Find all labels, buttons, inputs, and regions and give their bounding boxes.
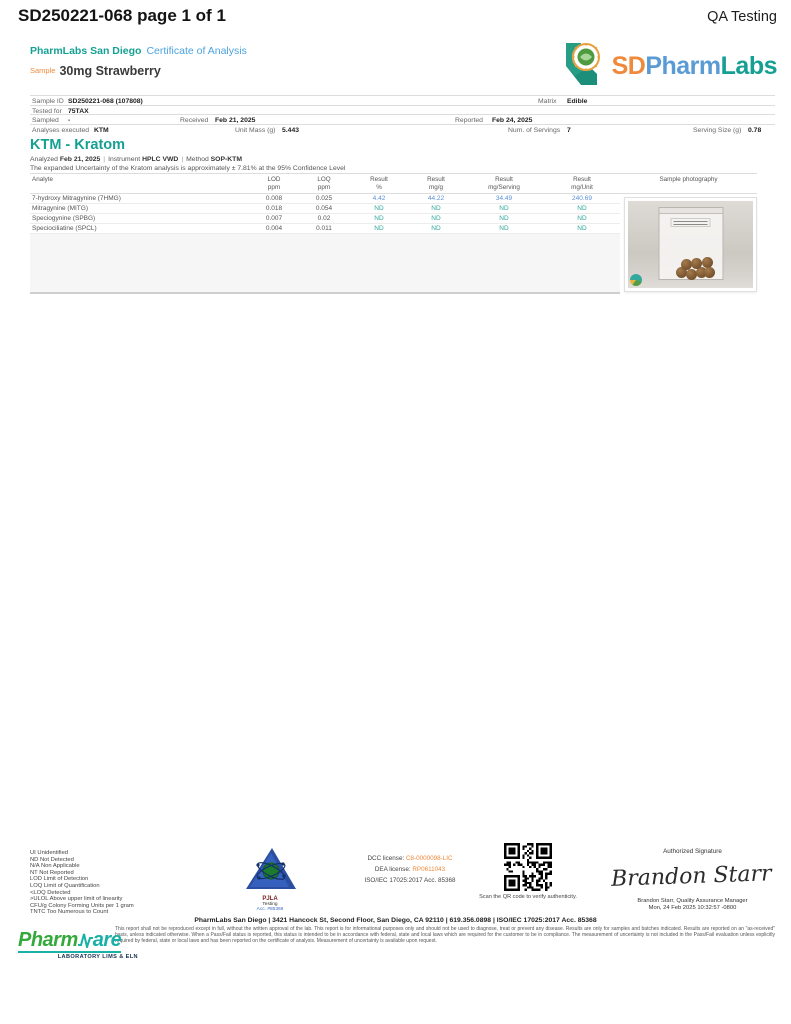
- unit-mass-value: 5.443: [282, 126, 300, 134]
- license-block: [340, 853, 480, 886]
- pharmware-logo: [18, 930, 138, 960]
- result-mg-serving: ND: [499, 215, 509, 223]
- pulse-icon: [78, 932, 93, 948]
- result-mg-g: 44.22: [427, 195, 445, 203]
- received-value: Feb 21, 2025: [215, 117, 256, 125]
- pjla-accreditation: [239, 845, 301, 913]
- column-header: Result mg/Serving: [488, 176, 520, 191]
- analyses-executed-label: Analyses executed: [32, 126, 90, 134]
- qr-code: [504, 843, 552, 891]
- analyzed-label: Analyzed: [30, 156, 58, 163]
- table-row: [30, 194, 620, 204]
- signature-image: [605, 857, 780, 893]
- sdpharmlabs-logo-icon: [563, 40, 609, 93]
- serving-size-label: Serving Size (g): [693, 126, 742, 134]
- sdpharmlabs-logo: [563, 40, 777, 93]
- result-percent: ND: [374, 205, 384, 213]
- abbreviation-legend: [30, 850, 134, 916]
- legend-item: N/A Non Applicable: [30, 863, 80, 870]
- signature-datetime: Mon, 24 Feb 2025 10:32:57 -0800: [648, 905, 737, 911]
- analyte-name: Mitragynine (MITG): [32, 205, 88, 213]
- sample-photo: [628, 201, 753, 288]
- analyte-name: Speciociliatine (SPCL): [32, 225, 97, 233]
- loq-value: 0.02: [317, 215, 331, 223]
- result-percent: ND: [374, 215, 384, 223]
- dea-license-line: [340, 864, 480, 875]
- loq-value: 0.054: [315, 205, 333, 213]
- lod-value: 0.007: [265, 215, 283, 223]
- lod-value: 0.004: [265, 225, 283, 233]
- pharmware-tagline: LABORATORY LIMS & ELN: [57, 954, 138, 960]
- analyte-name: 7-hydroxy Mitragynine (7HMG): [32, 195, 121, 203]
- legend-item: LOQ Limit of Quantification: [30, 882, 100, 889]
- column-header: LOD ppm: [267, 176, 281, 191]
- lab-title-line: [30, 45, 247, 57]
- lab-name: PharmLabs San Diego: [30, 45, 142, 57]
- qa-testing-label: QA Testing: [707, 9, 777, 25]
- authorized-signature-label: Authorized Signature: [663, 848, 722, 855]
- result-mg-g: ND: [431, 205, 441, 213]
- result-percent: 4.42: [372, 195, 386, 203]
- uncertainty-note: The expanded Uncertainty of the Kratom analysis is approximately ± 7.81% at the 95% Confidence Level: [30, 164, 346, 172]
- result-mg-serving: ND: [499, 205, 509, 213]
- legend-item: LOD Limit of Detection: [30, 876, 89, 883]
- pjla-name: PJLA: [262, 896, 278, 902]
- instrument-value: HPLC VWD: [142, 156, 179, 163]
- dcc-license-value: C8-0000098-LIC: [405, 855, 453, 862]
- lab-address-line: PharmLabs San Diego | 3421 Hancock St, Second Floor, San Diego, CA 92110 | 619.356.0898 | ISO/IEC 17025:2017 Acc. 85368: [194, 917, 597, 924]
- legend-item: NT Not Reported: [30, 869, 74, 876]
- matrix-label: Matrix: [538, 98, 557, 105]
- sdpharmlabs-wordmark: SDPharmLabs: [611, 52, 777, 80]
- dcc-license-line: [340, 853, 480, 864]
- result-mg-g: ND: [431, 225, 441, 233]
- tested-for-label: Tested for: [32, 107, 62, 115]
- result-mg-g: ND: [431, 215, 441, 223]
- svg-text:Brandon Starr: Brandon Starr: [610, 861, 772, 892]
- table-row: [30, 214, 620, 224]
- section-title-ktm-kratom: KTM - Kratom: [30, 137, 126, 153]
- iso-accreditation-line: ISO/IEC 17025:2017 Acc. 85368: [364, 877, 456, 884]
- sample-info-row: [30, 124, 775, 134]
- legend-item: TNTC Too Numerous to Count: [30, 909, 109, 916]
- qr-caption: Scan the QR code to verify authenticity.: [479, 894, 577, 900]
- sampled-label: Sampled: [32, 117, 59, 125]
- sample-name: 30mg Strawberry: [59, 64, 161, 78]
- matrix-value: Edible: [567, 98, 588, 105]
- pjla-accreditation-number: Acc. #85368: [256, 907, 284, 913]
- sample-id-label: Sample ID: [32, 98, 64, 105]
- page-title: SD250221-068 page 1 of 1: [18, 6, 226, 25]
- unit-mass-label: Unit Mass (g): [235, 126, 276, 134]
- received-label: Received: [180, 117, 209, 125]
- legend-item: ND Not Detected: [30, 856, 74, 863]
- analyses-executed-value: KTM: [94, 126, 109, 134]
- result-percent: ND: [374, 225, 384, 233]
- pjla-testing-label: Testing: [262, 902, 278, 907]
- result-mg-unit: ND: [577, 205, 587, 213]
- signer-name-title: Brandon Starr, Quality Assurance Manager: [637, 898, 748, 904]
- result-mg-serving: ND: [499, 225, 509, 233]
- num-servings-value: 7: [567, 126, 571, 134]
- legend-item: <LOQ Detected: [30, 889, 71, 896]
- column-header: Result %: [370, 176, 388, 191]
- dea-license-value: RP0611043: [412, 866, 446, 873]
- num-servings-label: Num. of Servings: [508, 126, 561, 134]
- result-mg-serving: 34.49: [495, 195, 513, 203]
- sample-info-table: [30, 95, 775, 133]
- result-mg-unit: 240.69: [572, 195, 592, 203]
- legend-item: CFU/g Colony Forming Units per 1 gram: [30, 902, 134, 909]
- photo-watermark-logo: [630, 274, 642, 286]
- lod-value: 0.008: [265, 195, 283, 203]
- table-row: [30, 224, 620, 234]
- sample-info-row: [30, 114, 775, 124]
- pjla-logo-icon: [241, 878, 299, 895]
- lod-value: 0.018: [265, 205, 283, 213]
- table-row: [30, 204, 620, 214]
- analyzed-date: Feb 21, 2025: [59, 156, 101, 163]
- analyte-name: Speciogynine (SPBG): [32, 215, 96, 223]
- table-filler: [30, 234, 620, 294]
- tested-for-value: 75TAX: [68, 107, 89, 115]
- sample-label: Sample: [30, 66, 56, 75]
- bag-seal: [659, 208, 722, 214]
- dea-license-label: DEA license:: [374, 866, 411, 873]
- column-header: Result mg/Unit: [571, 176, 593, 191]
- dcc-license-label: DCC license:: [367, 855, 405, 862]
- result-mg-unit: ND: [577, 225, 587, 233]
- ktm-analysis-meta: Analyzed Feb 21, 2025 | Instrument HPLC VWD | Method SOP-KTM: [30, 156, 242, 163]
- loq-value: 0.025: [315, 195, 333, 203]
- loq-value: 0.011: [316, 225, 332, 233]
- sample-info-row: [30, 95, 775, 105]
- sample-info-row: [30, 105, 775, 115]
- pharmware-wordmark: Pharm are: [18, 929, 122, 951]
- sample-line: [30, 62, 161, 80]
- method-value: SOP-KTM: [210, 156, 242, 163]
- gummy-ball: [704, 267, 715, 278]
- legal-disclaimer: This report shall not be reproduced except in full, without the written approval of the lab. This report is for informational purposes only and should not be used to diagnose, treat or prevent any disease. Results are only for samples and batches indicated. Results are reported on an "as-received" basis, unless indicated otherwise. When a Pass/Fail status is reported, this status is intended to be in accordance with federal, state and local laws which are required for the customer to be in compliance. The measurement of uncertainty is not included in the Pass/Fail evaluation unless explicitly required by federal, state or local laws and has been reported on the certificate of analysis. Measurement of uncertainty is available upon request.: [115, 926, 775, 944]
- instrument-label: Instrument: [108, 156, 141, 163]
- legend-item: UI Unidentified: [30, 850, 69, 856]
- column-header: Analyte: [32, 176, 54, 183]
- method-label: Method: [186, 156, 209, 163]
- reported-label: Reported: [455, 117, 483, 125]
- gummy-ball: [691, 258, 702, 269]
- column-header: LOQ ppm: [317, 176, 331, 191]
- sample-id-value: SD250221-068 (107808): [68, 98, 143, 105]
- certificate-of-analysis-label: Certificate of Analysis: [146, 45, 247, 57]
- authorized-signature-block: [600, 848, 785, 912]
- analyte-table-header: [30, 173, 757, 194]
- legend-item: >ULOL Above upper limit of linearity: [30, 896, 123, 903]
- sample-photo-frame: [624, 197, 757, 292]
- sampled-value: -: [68, 117, 71, 125]
- reported-value: Feb 24, 2025: [492, 117, 533, 125]
- result-mg-unit: ND: [577, 215, 587, 223]
- serving-size-value: 0.78: [748, 126, 762, 134]
- column-header: Result mg/g: [427, 176, 445, 191]
- column-header-sample-photography: Sample photography: [659, 176, 718, 183]
- qr-verification: [468, 843, 588, 900]
- bag-label: [670, 218, 710, 227]
